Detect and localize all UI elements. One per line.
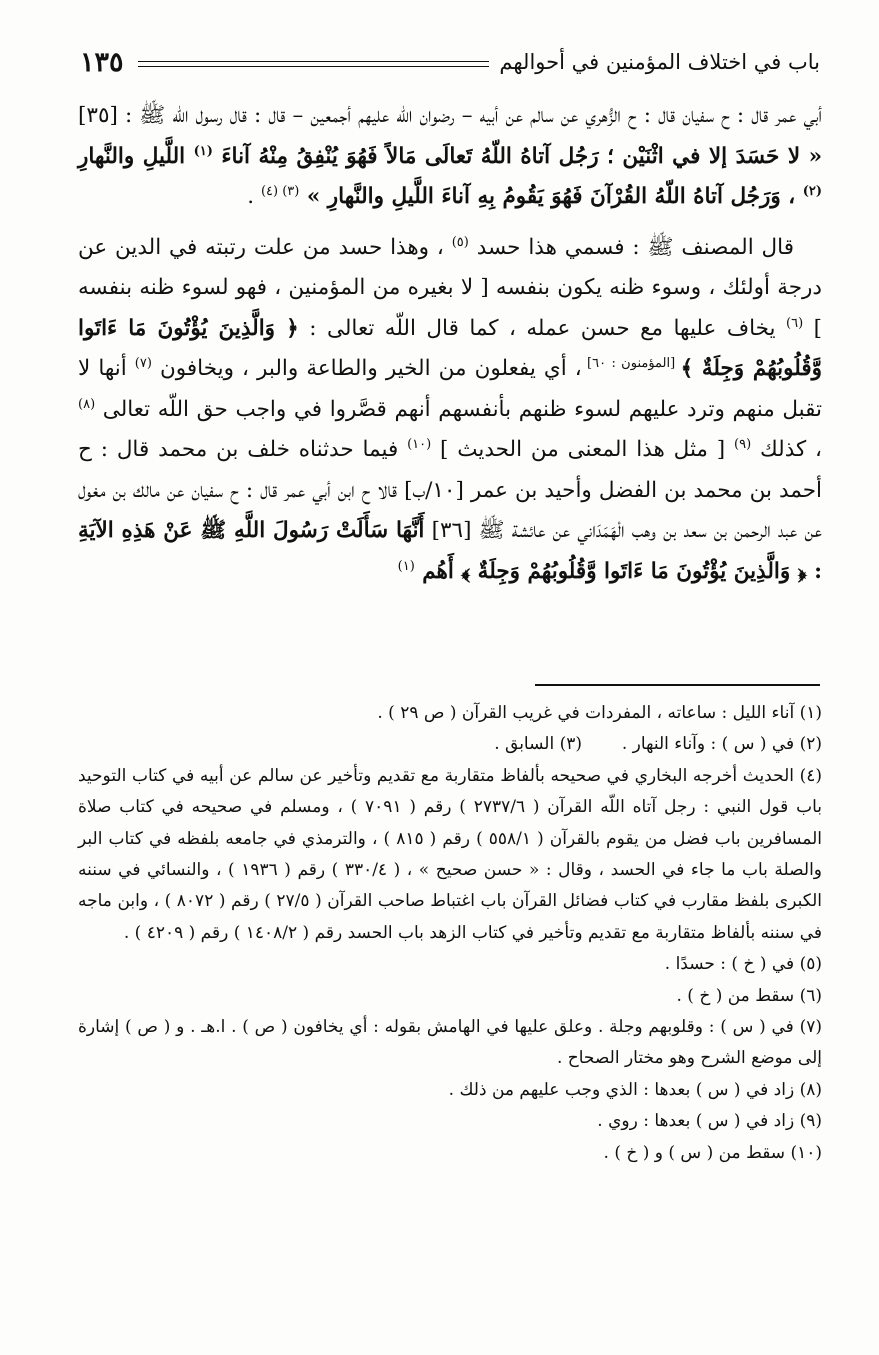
footnote-8: (٨) زاد في ( س ) بعدها : الذي وجب عليهم من ذلك . [448,1079,822,1100]
footnotes [78,698,822,1169]
quran-verse: ﴿ وَالَّذِينَ يُؤْتُونَ مَا ءَاتَوا وَّقُلُوبُهُمْ وَجِلَةٌ ﴾ [78,315,822,381]
running-title: باب في اختلاف المؤمنين في أحوالهم [499,50,820,74]
footnote-ref: (٦) [786,315,804,331]
hadith-text: أَنَّهَا سَأَلَتْ رَسُولَ اللَّهِ ﷺ عَنْ هَذِهِ الآيَةِ : [78,518,822,584]
footnote-1: (١) آناء الليل : ساعاته ، المفردات في غريب القرآن ( ص ٢٩ ) . [377,703,822,723]
hadith-part: اللَّيلِ والنَّهارِ [78,143,194,169]
text-run: يخاف عليها مع حسن عمله ، كما قال اللّه تعالى : [298,315,787,341]
text-run: أنها لا تقبل منهم وترد عليهم لسوء ظنهم بأنفسهم أنهم قصَّروا في واجب حق اللّه تعالى [78,356,822,422]
hadith-text [78,144,822,210]
footnote-ref: (٩) [734,436,752,452]
text-run: ، وهذا حسد من علت رتبته في الدين عن درجة أولئك ، وسوء ظنه يكون بنفسه [ لا بغيره من المؤمنين ، فهو لسوء ظنه بنفسه ] [78,234,823,341]
paragraph-author-comment [78,228,822,593]
footnote-ref: (٣) (٤) [260,183,300,199]
hadith-text: أَهُم [414,558,462,584]
verse-reference: [المؤمنون : ٦٠] [581,355,681,371]
footnote-separator [535,684,820,686]
text-run: فيما حدثناه خلف بن محمد قال : ح أحمد بن محمد بن الفضل وأحيد بن عمر [١٠/ب] قالا ح ابن أبي عمر قال : ح سفيان عن مالك بن مغول عن عبد الرحمن بن سعد بن وهب الْهَمَدَاني عن عائشة ﷺ [٣٦] [78,437,822,543]
footnote-ref: (٧) [134,355,152,371]
footnote-9: (٩) زاد في ( س ) بعدها : روي . [597,1111,822,1132]
footnote-ref: (٢) [802,183,822,199]
main-text [78,96,822,592]
footnote-ref: (١) [397,558,415,574]
page-number: ١٣٥ [80,46,124,78]
hadith-part: ، وَرَجُل آتاهُ اللّهُ القُرْآنَ فَهُوَ يَقُومُ بِهِ آناءَ اللَّيلِ والنَّهارِ » [299,184,803,209]
footnote-ref: (١) [193,143,213,159]
footnote-2: (٢) في ( س ) : وآناء النهار . [621,734,822,755]
footnote-3: (٣) السابق . [494,734,582,755]
footnote-6: (٦) سقط من ( خ ) . [676,985,822,1006]
text-run: ، كذلك [751,437,822,462]
footnote-5: (٥) في ( خ ) : حسدًا . [664,954,822,975]
paragraph-hadith-35 [78,96,822,218]
quran-verse: ﴿ وَالَّذِينَ يُؤْتُونَ مَا ءَاتَوا وَّقُلُوبُهُمْ وَجِلَةٌ ﴾ [461,558,807,584]
text-run: قال المصنف ﷺ : فسمي هذا حسد [468,234,794,260]
footnote-10: (١٠) سقط من ( س ) و ( خ ) . [603,1142,822,1163]
footnote-ref: (١٠) [407,436,432,452]
text-run: [ مثل هذا المعنى من الحديث ] [431,437,735,462]
footnote-row-2-3 [78,729,822,760]
footnote-7: (٧) في ( س ) : وقلوبهم وجلة . وعلق عليها في الهامش بقوله : أي يخافون ( ص ) . ا.هـ . و ( ص ) إشارة إلى موضع الشرح وهو مختار الصحاح . [78,1017,822,1069]
header-double-rule [138,61,490,67]
text-run: ، أي يفعلون من الخير والطاعة والبر ، ويخافون [151,356,582,381]
isnad-text: أبي عمر قال : ح سفيان قال : ح الزُّهري عن سالم عن أبيه – رضوان اللّه عليهم أجمعين – قال : قال رسول اللّه ﷺ : [٣٥] [78,103,822,128]
footnote-ref: (٥) [451,234,469,250]
footnote-ref: (٨) [78,396,96,412]
hadith-part: « لا حَسَدَ إلا في اثْنَيْن ؛ رَجُل آتاهُ اللّهُ تَعالَى مَالاً فَهُوَ يُنْفِقُ مِنْهُ آناءَ [212,143,823,169]
text-end: . [247,184,261,209]
footnote-4: (٤) الحديث أخرجه البخاري في صحيحه بألفاظ متقاربة مع تقديم وتأخير عن سالم عن أبيه في كتاب التوحيد باب قول النبي : رجل آتاه اللّه القرآن ( ٢٧٣٧/٦ ) رقم ( ٧٠٩١ ) ، ومسلم في صحيحه في كتاب صلاة المسافرين باب فضل من يقوم بالقرآن ( ٥٥٨/١ ) رقم ( ٨١٥ ) ، والترمذي في جامعه بلفظه في كتاب البر والصلة باب ما جاء في الحسد ، وقال : « حسن صحيح » ، ( ٣٣٠/٤ ) رقم ( ١٩٣٦ ) ، والنسائي في سننه الكبرى بلفظ مقارب في كتاب فضائل القرآن باب اغتباط صاحب القرآن ( ٢٧/٥ ) رقم ( ٨٠٧٢ ) ، وابن ماجه في سننه بألفاظ متقاربة مع تقديم وتأخير في كتاب الزهد باب الحسد رقم ( ١٤٠٨/٢ ) رقم ( ٤٢٠٩ ) . [78,765,822,943]
page-header [80,42,820,82]
